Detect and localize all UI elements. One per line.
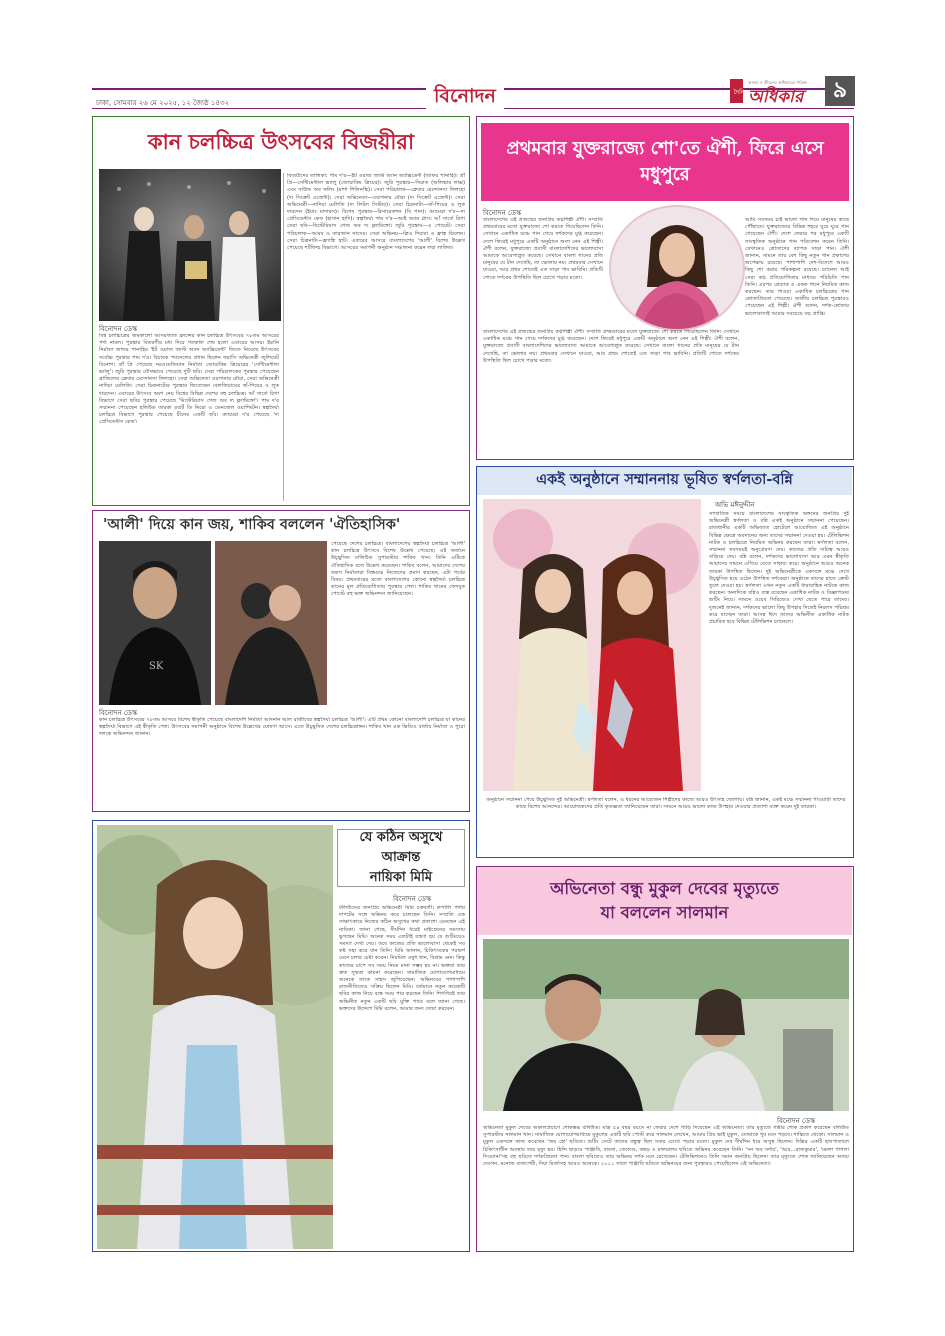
page-number: ৯ (825, 76, 855, 106)
logo-mark-icon (730, 76, 822, 106)
oishee-body-col1: বাংলাদেশের এই প্রজন্মের জনপ্রিয় কণ্ঠশিল্পী ঐশী। সম্প্রতি প্রথমবারের মতো যুক্তরাজ্যে শো করতে গিয়েছিলেন তিনি। সেখানে একাধিক মঞ্চে গান গেয়ে দর্শকদের মুগ্ধ করেছেন। দেশে ফিরেই মধুপুরে একটি অনুষ্ঠানে অংশ নেন এই শিল্পী। ঐশী বলেন, যুক্তরাজ্যে প্রবাসী বাংলাদেশিদের ভালোবাসা আমাকে আবেগাপ্লুত করেছে। সেখানে বাংলা গানের প্রতি মানুষের যে টান দেখেছি, তা ভোলার নয়। প্রথমবার সেখানে যাওয়া, আর প্রথম শোতেই এত সাড়া পাব ভাবিনি। প্রতিটি শোতে দর্শকের উপস্থিতি ছিল চোখে পড়ার মতো। (483, 217, 603, 281)
oishee-body-lower (483, 329, 739, 455)
ali-body-bottom: কান চলচ্চিত্র উৎসবের ৭৮তম আসরে বিশেষ স্বীকৃতি পেয়েছে বাংলাদেশি নির্মাতা আদনান আল রাজীবের স্বল্পদৈর্ঘ্য চলচ্চিত্র 'আলী'। এটি প্রথম কোনো বাংলাদেশি চলচ্চিত্র যা কানের স্বল্পদৈর্ঘ্য বিভাগে এই স্বীকৃতি পেল। উৎসবের সমাপনী অনুষ্ঠানে বিশেষ উল্লেখের ঘোষণা আসে। এতে উচ্ছ্বসিত দেশের চলচ্চিত্রাঙ্গন। শাকিব খান এক ভিডিও বার্তায় নির্মাতা ও পুরো দলকে অভিনন্দন জানান। (99, 717, 465, 738)
swarnalata-headline: একই অনুষ্ঠানে সম্মাননায় ভূষিত স্বর্ণলতা-বন্নি (477, 467, 852, 495)
salman-mukul-image (483, 939, 849, 1111)
cannes-body-col2: বিজয়ীদের তালিকা: পাম দ'র—ইট ওয়াজ জাস্ট অ্যান অ্যাক্সিডেন্ট (জাফর পানাহি)। গ্রাঁ প্রি—সেন্টিমেন্টাল ভ্যালু (জোয়াকিম ত্রিয়ের)। জুরি পুরস্কার—সিরাত (অলিভার লাক্স) এবং সাউন্ড অব ফলিং (মাশা শিলিনস্কি)। সেরা পরিচালক—ক্লেবার মেন্দোনসা ফিলহো (দ্য সিক্রেট এজেন্ট)। সেরা অভিনেতা—ওয়াগনার মৌরা (দ্য সিক্রেট এজেন্ট)। সেরা অভিনেত্রী—নাদিয়া মেলিতি (দ্য লিটল সিস্টার)। সেরা চিত্রনাট্য—জঁ-পিয়ের ও লুক দারদেন (ইয়াং মাদারস)। বিশেষ পুরস্কার—রিসারেকশন (বি গান)। ক্যামেরা দ'র—দ্য প্রেসিডেন্টস কেক (হাসান হাদি)। স্বল্পদৈর্ঘ্য পাম দ'র—আই অ্যাম গ্লাস। আঁ সার্তে রিগা সেরা ছবি—মিস্টেরিয়াস গেজ অব দ্য ফ্ল্যামিঙ্গো। জুরি পুরস্কার—এ পোয়েট। সেরা পরিচালক—আরব ও তারজান নাসের। সেরা অভিনয়—ক্লিও দিয়ারা ও ফ্রাঙ্ক ডিলেন। সেরা চিত্রনাট্য—ফ্র্যাঙ্কি হাট। এবারের আসরে বাংলাদেশের 'আলী' বিশেষ উল্লেখ পেয়েছে শর্টফিল্ম বিভাগে। আসরের সমাপনী অনুষ্ঠান সঞ্চালনা করেন লরা লাফিত। (287, 173, 465, 252)
salman-mukul-photo (483, 939, 849, 1111)
article-oishee (476, 116, 854, 460)
svg-text:SK: SK (149, 661, 164, 672)
shakib-khan-image (99, 541, 211, 705)
award-ceremony-image (483, 499, 701, 791)
ali-body-col: পেয়েছে দেশের চলচ্চিত্র। বাংলাদেশের স্বল্পদৈর্ঘ্য চলচ্চিত্র 'আলী' কান চলচ্চিত্র উৎসবে বিশেষ উল্লেখ পেয়েছে। এই অর্জনে উচ্ছ্বসিত ঢালিউড সুপারস্টার শাকিব খান। তিনি এটিকে ঐতিহাসিক বলে উল্লেখ করেছেন। শাকিব বলেন, আমাদের দেশের তরুণ নির্মাতারা বিশ্বমঞ্চে নিজেদের প্রমাণ করছেন, এটা গর্বের বিষয়। প্রথমবারের মতো বাংলাদেশের কোনো স্বল্পদৈর্ঘ্য চলচ্চিত্র কানের মূল প্রতিযোগিতায় পুরস্কার পেল। শাকিব খানের ফেসবুক পোস্টে বহু ভক্ত অভিনন্দন জানিয়েছেন। (331, 541, 465, 598)
shakib-photo (99, 541, 211, 705)
svg-text:অধিকার: অধিকার (748, 87, 804, 106)
svg-text:আমার ও জীবনের অধিকারের পত্রিকা: আমার ও জীবনের অধিকারের পত্রিকা (748, 80, 807, 85)
article-salman-mukul (476, 866, 854, 1252)
mimi-headline-line1: যে কঠিন অসুখে আক্রান্ত (359, 830, 443, 865)
cannes-winners-photo (99, 169, 281, 321)
ali-headline: 'আলী' দিয়ে কান জয়, শাকিব বললেন 'ঐতিহাসিক' (103, 516, 401, 533)
article-swarnalata-bonny (476, 466, 854, 858)
embrace-image (215, 541, 327, 705)
mimi-headline (337, 829, 465, 887)
hug-photo (215, 541, 327, 705)
oishee-portrait-image (611, 207, 743, 329)
mimi-photo (97, 825, 333, 1249)
cannes-stage-image (99, 169, 281, 321)
salman-headline (477, 867, 852, 935)
oishee-body-col2: আমি সবসময় চাই ভালো গান দিয়ে মানুষের কাছে পৌঁছাতে। যুক্তরাজ্যের বিভিন্ন শহরে ঘুরে ঘুরে গান গেয়েছেন ঐশী। দেশে ফেরার পর মধুপুরে একটি সাংস্কৃতিক অনুষ্ঠানে গান পরিবেশন করেন তিনি। সেখানেও শ্রোতাদের ব্যাপক সাড়া পান। ঐশী জানান, সামনে তার বেশ কিছু নতুন গান প্রকাশের অপেক্ষায় রয়েছে। পাশাপাশি দেশ-বিদেশে আরও কিছু শো করার পরিকল্পনা রয়েছে। চ্যানেল আই সেরা কণ্ঠ প্রতিযোগিতার মাধ্যমে পরিচিতি পান তিনি। এরপর প্লেব্যাক ও একক গানে নিয়মিত কাজ করছেন। তার গাওয়া একাধিক চলচ্চিত্রের গান শ্রোতাপ্রিয়তা পেয়েছে। জাতীয় চলচ্চিত্র পুরস্কারও পেয়েছেন এই শিল্পী। ঐশী বলেন, দর্শক-শ্রোতার ভালোবাসাই আমার সবচেয়ে বড় প্রাপ্তি। (745, 217, 849, 317)
swarnalata-byline: অভি মঈনুদ্দীন (715, 501, 755, 509)
swarnalata-body-bottom: অনুষ্ঠানে সম্মাননা পেয়ে উচ্ছ্বসিত দুই অভিনেত্রী। স্বর্ণলতা বলেন, এ ধরনের আয়োজন শিল্পীদের কাজে আরও উৎসাহ জোগায়। বন্নি জানান, একই মঞ্চে সম্মাননা পাওয়াটা তাদের কাছে বিশেষ আনন্দের। আয়োজকদের প্রতি কৃতজ্ঞতা জানিয়েছেন তারা। সামনে আরও ভালো কাজ উপহার দেওয়ার প্রত্যাশা ব্যক্ত করেন দুই তারকা। (486, 797, 846, 811)
article-cannes-winners (92, 116, 470, 506)
oishee-portrait-photo (609, 205, 745, 331)
oishee-headline (481, 123, 849, 201)
cannes-column-rule (283, 173, 284, 501)
salman-body: অভিনেতা মুকুল দেবের অকালপ্রয়াণে শোকস্তব্ধ বলিউড। মাত্র ৫৪ বছর বয়সে না ফেরার দেশে পাড়ি দিয়েছেন এই অভিনেতা। তার মৃত্যুতে গভীর শোক প্রকাশ করেছেন বলিউড সুপারস্টার সালমান খান। সামাজিক যোগাযোগমাধ্যমে মুকুলের একটি ছবি পোস্ট করে সালমান লেখেন, আমার প্রিয় ভাই মুকুল, তোমাকে খুব মনে পড়বে। শান্তিতে থেকো। সালমান ও মুকুল একসঙ্গে কাজ করেছেন 'জয় হো' ছবিতে। শুটিং সেটে তাদের বন্ধুত্ব ছিল সবার চোখে পড়ার মতো। মুকুল দেব দীর্ঘদিন ধরে অসুস্থ ছিলেন। দিল্লির একটি হাসপাতালে চিকিৎসাধীন অবস্থায় তার মৃত্যু হয়। হিন্দি ছাড়াও পাঞ্জাবি, বাংলা, তেলেগু, কন্নড় ও মালয়ালম ছবিতে অভিনয় করেছেন তিনি। 'সন অব সর্দার', 'আর...রাজকুমার', 'যমলা পাগলা দিওয়ানা'সহ বহু ছবিতে দর্শকপ্রিয়তা পান। বাংলা ছবিতেও তার অভিনয় দর্শক মনে রেখেছেন। টেলিভিশনেও তিনি সমান জনপ্রিয় ছিলেন। তার মৃত্যুতে শোক জানিয়েছেন অজয় দেবগন, মনোজ বাজপেয়ী, দিয়া মির্জাসহ আরও অনেকে। ২০১১ সালে পাঞ্জাবি ছবিতে অভিনয়ের জন্য পুরস্কারও পেয়েছিলেন এই অভিনেতা। (483, 1125, 849, 1168)
oishee-byline: বিনোদন ডেস্ক (483, 209, 522, 217)
newspaper-logo (730, 76, 822, 106)
svg-text:দৈনিক: দৈনিক (733, 89, 749, 96)
cannes-byline: বিনোদন ডেস্ক (99, 325, 138, 333)
cannes-headline: কান চলচ্চিত্র উৎসবের বিজয়ীরা (147, 128, 415, 154)
ali-byline: বিনোদন ডেস্ক (99, 709, 138, 717)
article-ali-shakib (92, 510, 470, 812)
salman-byline: বিনোদন ডেস্ক (777, 1117, 816, 1125)
date-line: ঢাকা, সোমবার ২৬ মে ২০২৫, ১২ জ্যৈষ্ঠ ১৪৩২ (96, 99, 230, 107)
cannes-body-col1: বিশ্ব চলচ্চিত্রের জমকালো আসরখ্যাত ফ্রান্সের কান চলচ্চিত্র উৎসবের ৭৮তম আসরের পর্দা নামল। পুরস্কার বিতরণীর মধ্য দিয়ে গতকাল শেষ হলো এবারের আসর। ইরানি নির্মাতা জাফর পানাহির 'ইট ওয়াজ জাস্ট অ্যান অ্যাক্সিডেন্ট' জিতে নিয়েছে উৎসবের সর্বোচ্চ পুরস্কার পাম দ'র। বিচারক প্যানেলের প্রধান ছিলেন ফরাসি অভিনেত্রী জুলিয়েট বিনোশ। গ্রাঁ প্রি পেয়েছে নরওয়েজিয়ান নির্মাতা জোয়াকিম ত্রিয়েরের 'সেন্টিমেন্টাল ভ্যালু'। জুরি পুরস্কার যৌথভাবে পেয়েছে দুটি ছবি। সেরা পরিচালকের পুরস্কার পেয়েছেন ব্রাজিলের ক্লেবার মেন্দোনসা ফিলহো। সেরা অভিনেতা ওয়াগনার মৌরা, সেরা অভিনেত্রী নাদিয়া মেলিতি। সেরা চিত্রনাট্যের পুরস্কার জিতেছেন বেলজিয়ামের জঁ-পিয়ের ও লুক দারদেন। এবারের উৎসবে অংশ নেয় বিশ্বের বিভিন্ন দেশের বহু চলচ্চিত্র। আঁ সার্তে রিগা বিভাগে সেরা ছবির পুরস্কার পেয়েছে 'মিস্টেরিয়াস গেজ অব দ্য ফ্ল্যামিঙ্গো'। পাম দ'র সম্মাননা পেয়েছেন হলিউড তারকা রবার্ট ডি নিরো ও ডেনজেল ওয়াশিংটন। স্বল্পদৈর্ঘ্য চলচ্চিত্র বিভাগে পুরস্কার পেয়েছে চীনের একটি ছবি। ক্যামেরা দ'র পেয়েছে 'দ্য প্রেসিডেন্টস কেক'। (99, 333, 279, 426)
mimi-headline-line2: নায়িকা মিমি (369, 870, 433, 885)
mimi-body-col: টলিউডের জনপ্রিয় অভিনেত্রী মিমি চক্রবর্তী। রুপালি পর্দায় দাপটের সঙ্গে অভিনয় করে চলেছেন তিনি। সম্প্রতি এক সাক্ষাৎকারে নিজের কঠিন অসুখের কথা প্রকাশ্যে এনেছেন এই নায়িকা। জানা গেছে, দীর্ঘদিন ধরেই মাইগ্রেনের সমস্যায় ভুগছেন মিমি। অনেক সময় এতটাই যন্ত্রণা হয় যে শুটিংয়েও সমস্যা দেখা দেয়। তবে কাজের প্রতি ভালোবাসা থেকেই সব কষ্ট সহ্য করে যান তিনি। মিমি জানান, চিকিৎসকের পরামর্শ মেনে চলার চেষ্টা করেন। নিয়মিত ওষুধ খান, বিশ্রাম নেন। কিন্তু কাজের চাপে সব সময় নিয়ম মানা সম্ভব হয় না। ভক্তরা তার দ্রুত সুস্থতা কামনা করেছেন। সামাজিক যোগাযোগমাধ্যমে অনেকে তাকে সাহস জুগিয়েছেন। অভিনয়ের পাশাপাশি রাজনীতিতেও সক্রিয় ছিলেন মিমি। বর্তমানে নতুন কয়েকটি ছবির কাজ নিয়ে ব্যস্ত সময় পার করছেন তিনি। শিগগিরই তার অভিনীত নতুন একটি ছবি মুক্তি পাবে বলে জানা গেছে। ভক্তদের উদ্দেশে মিমি বলেন, আমার জন্য দোয়া করবেন। (339, 905, 465, 1012)
mimi-chakraborty-image (97, 825, 333, 1249)
mimi-byline: বিনোদন ডেস্ক (393, 895, 432, 903)
article-mimi (92, 820, 470, 1252)
swarnalata-bonny-photo (483, 499, 701, 791)
oishee-headline-text: প্রথমবার যুক্তরাজ্যে শো'তে ঐশী, ফিরে এসে মধুপুরে (506, 138, 824, 185)
swarnalata-body-col: সাম্প্রতিক সময়ে বাংলাদেশের সাংস্কৃতিক অঙ্গনের জনপ্রিয় দুই অভিনেত্রী স্বর্ণলতা ও বন্নি একই অনুষ্ঠানে সম্মাননা পেয়েছেন। রাজধানীর একটি অভিজাত হোটেলে আয়োজিত এই অনুষ্ঠানে বিভিন্ন ক্ষেত্রে অবদানের জন্য তাদের সম্মাননা দেওয়া হয়। টেলিভিশন নাটক ও চলচ্চিত্রে নিয়মিত অভিনয় করছেন তারা। স্বর্ণলতা বলেন, সম্মাননা সবসময়ই অনুপ্রেরণা দেয়। কাজের প্রতি দায়িত্ব আরও বাড়িয়ে দেয়। বন্নি বলেন, দর্শকদের ভালোবাসা আর এমন স্বীকৃতি আমাদের সামনে এগিয়ে যেতে সাহায্য করে। অনুষ্ঠানে আরও অনেক তারকা উপস্থিত ছিলেন। দুই অভিনেত্রীকে একসঙ্গে মঞ্চে দেখে উচ্ছ্বসিত হয়ে ওঠেন উপস্থিত দর্শকেরা। অনুষ্ঠানে তাদের হাতে ক্রেস্ট তুলে দেওয়া হয়। স্বর্ণলতা এখন নতুন একটি ধারাবাহিক নাটকে কাজ করছেন। অন্যদিকে বন্নিও ব্যস্ত রয়েছেন একাধিক নাটক ও বিজ্ঞাপনের শুটিং নিয়ে। সামনে ওয়েব সিরিজেও দেখা যেতে পারে তাদের। দুজনেই জানান, দর্শকদের ভালো কিছু উপহার দিতেই নিরলস পরিশ্রম করে যাচ্ছেন তারা। আসন্ন ঈদে তাদের অভিনীত একাধিক নাটক প্রচারিত হবে বিভিন্ন টেলিভিশন চ্যানেলে। (709, 511, 849, 626)
salman-headline-line1: অভিনেতা বন্ধু মুকুল দেবের মৃত্যুতে (550, 879, 779, 898)
oishee-body-lower-text: বাংলাদেশের এই প্রজন্মের জনপ্রিয় কণ্ঠশিল্পী ঐশী। সম্প্রতি প্রথমবারের মতো যুক্তরাজ্যে শো করতে গিয়েছিলেন তিনি। সেখানে একাধিক মঞ্চে গান গেয়ে দর্শকদের মুগ্ধ করেছেন। দেশে ফিরেই মধুপুরে একটি অনুষ্ঠানে অংশ নেন এই শিল্পী। ঐশী বলেন, যুক্তরাজ্যে প্রবাসী বাংলাদেশিদের ভালোবাসা আমাকে আবেগাপ্লুত করেছে। সেখানে বাংলা গানের প্রতি মানুষের যে টান দেখেছি, তা ভোলার নয়। প্রথমবার সেখানে যাওয়া, আর প্রথম শোতেই এত সাড়া পাব ভাবিনি। প্রতিটি শোতে দর্শকের উপস্থিতি ছিল চোখে পড়ার মতো। (483, 329, 739, 364)
section-title: বিনোদন (426, 82, 504, 114)
salman-headline-line2: যা বললেন সালমান (600, 903, 729, 922)
